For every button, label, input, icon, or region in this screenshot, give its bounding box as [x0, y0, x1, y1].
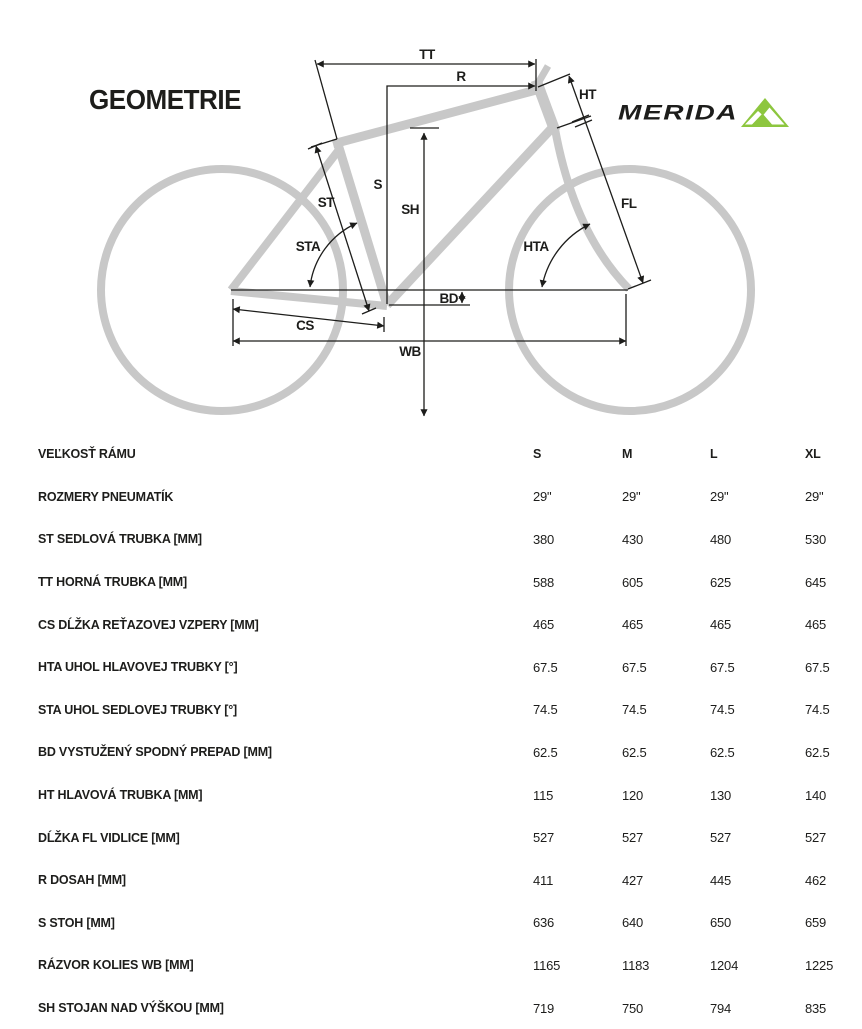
dim-label-cs: CS: [296, 318, 314, 333]
geometry-diagram: [0, 0, 862, 440]
cell-l: 130: [710, 787, 732, 803]
dim-label-tt: TT: [419, 47, 435, 62]
table-row: [0, 731, 862, 774]
dim-hta-arc: [542, 224, 590, 287]
dim-ht-tick-1: [572, 115, 589, 122]
bike-geometry-svg: [0, 0, 862, 440]
cell-m: 527: [622, 830, 644, 846]
frame-fork: [555, 129, 629, 289]
cell-m: 62.5: [622, 744, 647, 760]
cell-s: 67.5: [533, 659, 558, 675]
table-row: [0, 944, 862, 987]
row-label: ROZMERY PNEUMATÍK: [38, 489, 174, 504]
dim-sta-arc: [310, 223, 357, 287]
row-label: VEĽKOSŤ RÁMU: [38, 447, 136, 462]
table-row: [0, 561, 862, 604]
page-title: GEOMETRIE: [89, 84, 242, 115]
merida-logo-text: MERIDA: [618, 100, 739, 125]
cell-xl: 645: [805, 574, 827, 590]
row-label: BD VYSTUŽENÝ SPODNÝ PREPAD [MM]: [38, 745, 272, 760]
row-label: TT HORNÁ TRUBKA [MM]: [38, 575, 187, 590]
cell-l: 465: [710, 617, 732, 633]
merida-logo: [618, 97, 789, 128]
cell-s: 380: [533, 531, 555, 547]
frame-top-tube: [333, 89, 540, 144]
cell-m: 640: [622, 915, 644, 931]
cell-l: 625: [710, 574, 732, 590]
cell-s: 636: [533, 915, 555, 931]
dim-st-tick-top: [308, 143, 322, 149]
table-row: [0, 859, 862, 902]
cell-m: 430: [622, 531, 644, 547]
dim-label-ht: HT: [579, 87, 596, 102]
cell-l: 67.5: [710, 659, 735, 675]
merida-mountain-icon: [741, 98, 789, 128]
cell-s: 62.5: [533, 744, 558, 760]
table-row: [0, 603, 862, 646]
cell-xl: 1225: [805, 957, 834, 973]
cell-l: 527: [710, 830, 732, 846]
cell-xl: 527: [805, 830, 827, 846]
size-xl-header: XL: [805, 447, 821, 462]
dim-fl-extension-axle: [628, 280, 651, 289]
cell-l: 62.5: [710, 744, 735, 760]
cell-m: 67.5: [622, 659, 647, 675]
cell-l: 480: [710, 531, 732, 547]
cell-xl: 67.5: [805, 659, 830, 675]
row-label: S STOH [MM]: [38, 915, 115, 930]
row-label: RÁZVOR KOLIES WB [MM]: [38, 958, 194, 973]
table-row: [0, 902, 862, 945]
cell-l: 650: [710, 915, 732, 931]
size-l-header: L: [710, 447, 718, 462]
row-label: STA UHOL SEDLOVEJ TRUBKY [°]: [38, 702, 237, 717]
dim-label-sh: SH: [401, 202, 419, 217]
cell-s: 1165: [533, 957, 561, 973]
cell-xl: 74.5: [805, 702, 830, 718]
table-row: [0, 518, 862, 561]
cell-m: 1183: [622, 957, 650, 973]
frame-head-tube: [536, 80, 555, 131]
table-row: [0, 816, 862, 859]
dim-label-wb: WB: [399, 344, 421, 359]
cell-s: 527: [533, 830, 555, 846]
cell-xl: 462: [805, 872, 827, 888]
dim-label-st: ST: [317, 195, 334, 210]
dim-label-r: R: [456, 69, 466, 84]
cell-xl: 140: [805, 787, 827, 803]
size-m-header: M: [622, 447, 633, 462]
dim-label-sta: STA: [295, 239, 321, 254]
cell-s: 74.5: [533, 702, 558, 718]
cell-xl: 62.5: [805, 744, 830, 760]
cell-m: 120: [622, 787, 644, 803]
table-row: [0, 987, 862, 1029]
cell-s: 719: [533, 1000, 555, 1016]
table-row: [0, 476, 862, 519]
table-row: [0, 774, 862, 817]
dim-label-fl: FL: [621, 196, 637, 211]
dim-label-s: S: [373, 177, 382, 192]
table-row: [0, 689, 862, 732]
cell-xl: 659: [805, 915, 827, 931]
dim-tt-extension-left: [315, 60, 337, 139]
row-label: DĹŽKA FL VIDLICE [MM]: [38, 830, 180, 845]
row-label: HTA UHOL HLAVOVEJ TRUBKY [°]: [38, 660, 238, 675]
row-label: R DOSAH [MM]: [38, 873, 126, 888]
cell-m: 605: [622, 574, 644, 590]
cell-l: 794: [710, 1000, 732, 1016]
row-label: CS DĹŽKA REŤAZOVEJ VZPERY [MM]: [38, 617, 259, 632]
cell-xl: 835: [805, 1000, 827, 1016]
cell-s: 29": [533, 489, 552, 505]
cell-s: 588: [533, 574, 555, 590]
cell-s: 465: [533, 617, 555, 633]
cell-s: 411: [533, 872, 554, 888]
cell-xl: 29": [805, 489, 824, 505]
size-s-header: S: [533, 447, 542, 462]
cell-xl: 530: [805, 531, 827, 547]
table-row: [0, 433, 862, 476]
cell-m: 465: [622, 617, 644, 633]
cell-xl: 465: [805, 617, 827, 633]
cell-l: 74.5: [710, 702, 735, 718]
row-label: SH STOJAN NAD VÝŠKOU [MM]: [38, 1001, 224, 1016]
table-row: [0, 646, 862, 689]
row-label: HT HLAVOVÁ TRUBKA [MM]: [38, 788, 203, 803]
dim-label-hta: HTA: [523, 239, 549, 254]
cell-l: 1204: [710, 957, 739, 973]
cell-m: 427: [622, 872, 644, 888]
cell-m: 74.5: [622, 702, 647, 718]
dim-label-bd: BD: [439, 291, 458, 306]
cell-l: 445: [710, 872, 732, 888]
row-label: ST SEDLOVÁ TRUBKA [MM]: [38, 532, 202, 547]
cell-m: 29": [622, 489, 641, 505]
cell-m: 750: [622, 1000, 644, 1016]
cell-s: 115: [533, 787, 554, 803]
cell-l: 29": [710, 489, 729, 505]
geometry-table: [0, 433, 862, 1029]
